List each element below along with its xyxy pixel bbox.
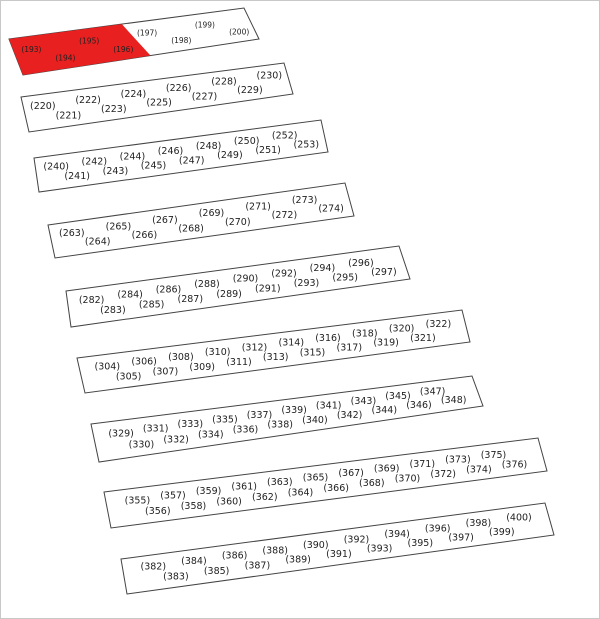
seat-label[interactable]: (319) [373,337,399,349]
seat-row-4 [48,183,354,258]
seat-row-1 [9,8,259,75]
seat-label[interactable]: (282) [78,294,105,306]
seat-row-2 [21,63,293,132]
seat-label[interactable]: (369) [373,463,400,475]
seat-label[interactable]: (399) [489,526,515,538]
seat-label[interactable]: (225) [146,97,172,109]
seat-label[interactable]: (329) [108,428,134,440]
seat-label[interactable]: (248) [195,141,222,152]
seat-label[interactable]: (316) [315,333,341,344]
seat-label[interactable]: (293) [293,277,320,289]
seat-label[interactable]: (314) [278,337,305,349]
seat-label[interactable]: (292) [271,268,297,280]
seat-label[interactable]: (330) [128,439,155,451]
seat-label[interactable]: (317) [336,342,363,354]
seat-label[interactable]: (368) [359,478,385,490]
seat-label[interactable]: (263) [59,227,85,239]
seat-label[interactable]: (222) [75,95,101,107]
seat-label[interactable]: (306) [131,356,157,368]
seat-label[interactable]: (310) [204,347,231,359]
seat-label[interactable]: (364) [287,487,314,499]
seat-label[interactable]: (289) [216,288,242,300]
seat-label[interactable]: (343) [350,395,377,407]
seat-row-3 [34,120,328,192]
seat-label[interactable]: (266) [131,229,158,241]
seat-label[interactable]: (196) [113,44,134,54]
seat-label[interactable]: (348) [440,395,467,407]
seat-label[interactable]: (383) [163,571,189,583]
seat-label[interactable]: (346) [406,400,432,412]
seat-label[interactable]: (372) [430,468,456,480]
seat-label[interactable]: (397) [448,532,474,544]
seat-label[interactable]: (242) [81,156,108,168]
seat-label[interactable]: (269) [198,208,225,220]
seat-label[interactable]: (288) [194,279,220,290]
seat-label[interactable]: (345) [385,391,411,403]
seat-label[interactable]: (398) [465,517,492,529]
seat-label[interactable]: (305) [115,371,142,383]
seat-label[interactable]: (373) [445,454,471,466]
seat-label[interactable]: (394) [384,528,410,540]
seat-label[interactable]: (295) [332,272,358,284]
seat-label[interactable]: (358) [180,501,207,513]
seat-label[interactable]: (197) [137,28,158,38]
seat-label[interactable]: (286) [155,284,182,296]
seat-label[interactable]: (395) [407,538,434,549]
seat-label[interactable]: (344) [371,405,398,416]
seat-label[interactable]: (365) [302,472,329,484]
seat-label[interactable]: (249) [217,150,243,162]
seat-label[interactable]: (198) [171,36,192,46]
seat-label[interactable]: (334) [198,429,224,441]
seat-label[interactable]: (318) [352,328,378,340]
seat-label[interactable]: (274) [318,203,344,215]
seat-label[interactable]: (312) [241,342,268,354]
seat-label[interactable]: (268) [178,223,204,235]
seat-label[interactable]: (199) [194,20,215,30]
seat-label[interactable]: (228) [211,76,237,88]
seat-label[interactable]: (296) [348,257,374,269]
seat-label[interactable]: (335) [212,414,238,426]
seat-label[interactable]: (340) [302,414,328,426]
seat-label[interactable]: (337) [246,409,273,421]
seat-label[interactable]: (245) [140,160,167,172]
seat-label[interactable]: (387) [244,560,271,572]
seat-label[interactable]: (285) [138,299,165,311]
seat-label[interactable]: (396) [424,523,451,535]
seat-label[interactable]: (313) [262,352,289,364]
seat-label[interactable]: (230) [256,70,283,82]
seat-label[interactable]: (388) [262,545,288,557]
seat-label[interactable]: (382) [140,561,167,573]
seat-label[interactable]: (361) [231,481,257,493]
seat-label[interactable]: (389) [285,554,311,566]
seat-label[interactable]: (227) [191,91,218,103]
seat-label[interactable]: (264) [84,236,111,248]
seat-label[interactable]: (265) [105,221,132,233]
seat-label[interactable]: (385) [203,565,230,577]
seat-label[interactable]: (376) [501,459,528,471]
seat-label[interactable]: (392) [343,534,370,546]
seat-label[interactable]: (284) [117,289,143,301]
seat-label[interactable]: (336) [232,424,259,436]
seat-label[interactable]: (333) [177,419,204,431]
seat-label[interactable]: (356) [145,505,171,517]
seat-label[interactable]: (271) [245,201,271,213]
seat-label[interactable]: (322) [425,318,452,330]
seat-label[interactable]: (223) [101,104,127,116]
seat-label[interactable]: (195) [79,36,100,46]
seat-label[interactable]: (193) [21,44,42,54]
seat-label[interactable]: (270) [225,216,251,228]
seat-label[interactable]: (200) [229,27,250,37]
seat-label[interactable]: (194) [55,53,76,63]
seat-label[interactable]: (386) [221,550,248,562]
seat-label[interactable]: (390) [303,539,329,551]
seat-label[interactable]: (315) [299,347,326,359]
seat-label[interactable]: (272) [271,210,298,222]
seat-label[interactable]: (273) [291,195,318,207]
seat-label[interactable]: (240) [43,161,69,173]
seat-label[interactable]: (308) [168,351,194,363]
seat-label[interactable]: (224) [120,88,147,100]
seat-label[interactable]: (246) [157,146,184,158]
seat-label[interactable]: (363) [267,477,293,489]
seat-label[interactable]: (304) [94,361,121,373]
seat-label[interactable]: (297) [371,267,397,279]
seat-label[interactable]: (355) [124,495,151,507]
seat-label[interactable]: (338) [267,419,293,431]
seat-label[interactable]: (241) [64,171,90,183]
seat-label[interactable]: (370) [394,473,421,485]
seat-row-6 [77,310,470,393]
seating-diagram [1,1,599,618]
seat-label[interactable]: (244) [119,151,146,163]
seat-label[interactable]: (400) [506,512,532,524]
seat-label[interactable]: (331) [142,423,169,435]
seat-label[interactable]: (252) [271,130,298,142]
seat-label[interactable]: (367) [338,468,364,480]
seat-label[interactable]: (375) [480,450,507,461]
seat-label[interactable]: (374) [466,464,492,476]
seat-label[interactable]: (357) [160,490,186,502]
seat-label[interactable]: (247) [178,155,205,167]
seat-label[interactable]: (291) [255,283,281,295]
seat-label[interactable]: (320) [388,323,415,335]
seat-row-7 [91,376,483,462]
seat-label[interactable]: (393) [366,543,393,555]
seat-label[interactable]: (366) [323,482,349,494]
seat-label[interactable]: (342) [336,409,363,421]
seat-row-5 [66,246,410,327]
seat-label[interactable]: (243) [102,165,129,177]
seat-label[interactable]: (384) [181,556,207,568]
seat-label[interactable]: (287) [177,294,204,306]
seat-label[interactable]: (294) [309,263,336,275]
seat-label[interactable]: (341) [315,400,342,412]
seat-label[interactable]: (290) [232,273,259,285]
seat-label[interactable]: (360) [216,496,242,508]
seat-label[interactable]: (251) [255,145,281,156]
seat-label[interactable]: (309) [189,361,215,373]
seat-label[interactable]: (391) [326,549,352,561]
seat-label[interactable]: (339) [281,405,307,417]
seat-label[interactable]: (321) [410,332,436,344]
seat-label[interactable]: (362) [252,492,278,503]
seat-label[interactable]: (359) [195,486,222,498]
seat-label[interactable]: (267) [152,214,178,226]
seat-label[interactable]: (229) [237,85,263,96]
seat-label[interactable]: (347) [419,386,446,398]
seat-label[interactable]: (311) [226,356,252,368]
seat-label[interactable]: (283) [100,305,126,317]
seat-label[interactable]: (371) [409,459,436,470]
seat-label[interactable]: (332) [163,434,189,446]
seat-label[interactable]: (226) [165,82,192,94]
seat-label[interactable]: (221) [55,110,82,122]
seat-label[interactable]: (220) [30,101,56,113]
seat-label[interactable]: (253) [293,139,320,151]
seat-label[interactable]: (250) [233,135,260,147]
seat-label[interactable]: (307) [152,366,179,378]
